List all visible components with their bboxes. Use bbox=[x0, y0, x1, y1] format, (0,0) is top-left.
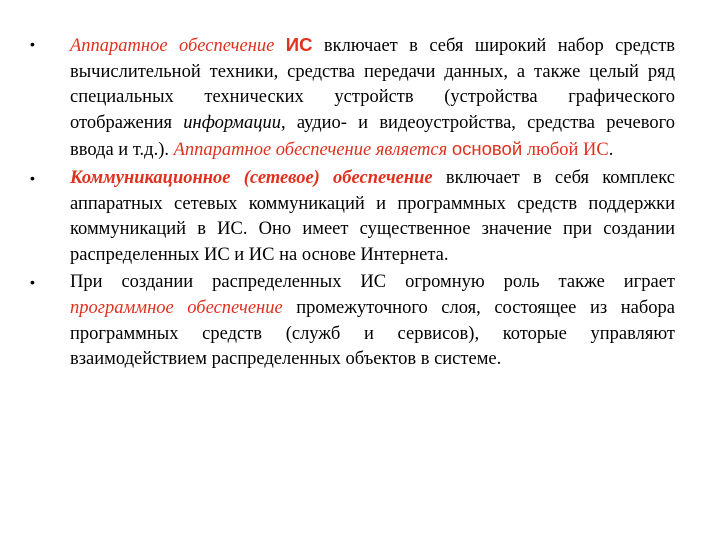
bullet-item-hardware bbox=[30, 32, 675, 164]
term-hardware: Аппаратное обеспечение bbox=[70, 36, 275, 56]
word-is-basis: является bbox=[375, 140, 448, 161]
network-description: включает в себя комплекс аппаратных сетевых коммуникаций и программных средств поддержки коммуникаций в ИС. Оно имеет существенное значение при создании распределенных ИС и ИС на основе Интернета. bbox=[70, 167, 675, 265]
hardware-period: . bbox=[608, 140, 614, 161]
software-intro: При создании распределенных ИС огромную роль также играет bbox=[70, 272, 675, 293]
hardware-description: включает в себя широкий набор средств вычислительной техники, средства передачи данных, а также целый ряд специальных технических устройств (устройства графического отображения bbox=[70, 36, 676, 133]
bullet-icon: • bbox=[30, 36, 35, 52]
phrase-any-is: любой ИС bbox=[526, 140, 609, 161]
bullet-icon: • bbox=[30, 274, 35, 291]
term-is: ИС bbox=[285, 34, 313, 55]
bullet-list bbox=[30, 32, 675, 375]
bullet-icon: • bbox=[30, 169, 35, 186]
word-basis: основой bbox=[451, 138, 523, 160]
term-information: информации bbox=[183, 112, 281, 133]
term-hardware-2: Аппаратное обеспечение bbox=[173, 140, 372, 161]
bullet-item-network bbox=[30, 166, 675, 268]
bullet-item-software bbox=[30, 270, 675, 372]
software-description: промежуточного слоя, состоящее из набора программных средств (служб и сервисов), которые управляют взаимодействием распределенных объектов в системе. bbox=[70, 297, 675, 370]
term-network: Коммуникационное (сетевое) обеспечение bbox=[70, 167, 433, 188]
term-software: программное обеспечение bbox=[70, 297, 283, 318]
hardware-description-cont: , аудио- и видеоустройства, средства речевого ввода и т.д.). bbox=[70, 112, 676, 161]
